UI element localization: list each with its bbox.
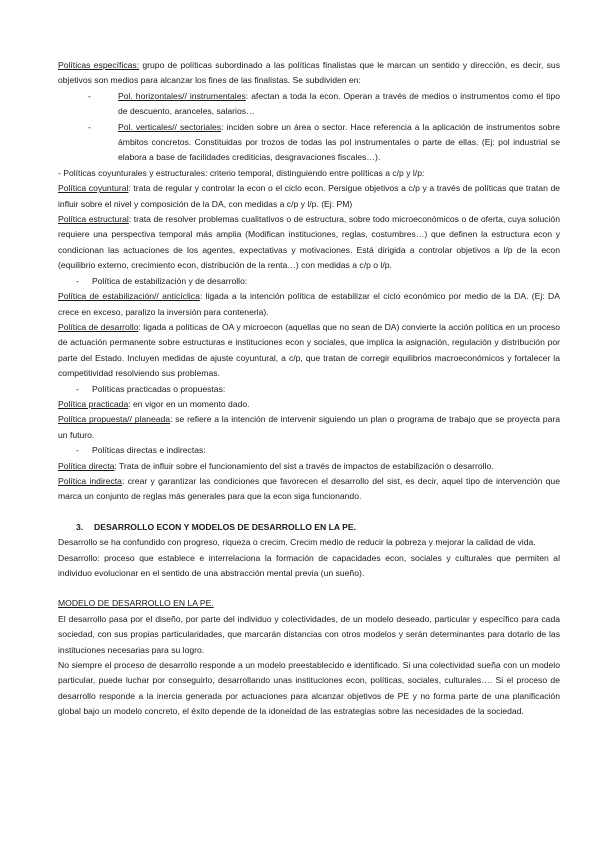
term-politica-estructural: Política estructural <box>58 214 129 225</box>
subsection-heading: MODELO DE DESARROLLO EN LA PE. <box>58 598 214 609</box>
dash-marker: - <box>76 445 79 456</box>
term-politica-indirecta: Política indirecta <box>58 475 122 486</box>
dash-marker: - <box>76 275 79 286</box>
paragraph-desarrollo-modelo: No siempre el proceso de desarrollo responde a un modelo preestablecido e identificado. Si una colectividad sueña con un modelo particular, puede luchar por conseguirlo, desarrollando unas instituciones econ, políticas, sociales, culturales…. Si el proceso de desarrollo responde a la inercia generada por actuaciones para alcanzar objetivos de PE y no forma parte de una planificación global bajo un modelo concreto, el éxito depende de la idoneidad de las estrategias sobre las necesidades de la sociedad. <box>58 660 560 717</box>
paragraph-desarrollo-definicion: Desarrollo: proceso que establece e interrelaciona la formación de capacidades econ, sociales y culturales que permiten al individuo evolucionar en el sentido de una abstracción mental previa (un sueño). <box>58 552 560 578</box>
spacer <box>58 505 560 520</box>
paragraph-desarrollo-progreso: Desarrollo se ha confundido con progreso, riqueza o crecim. Crecim medio de reducir la pobreza y mejorar la calidad de vida. <box>58 537 536 548</box>
paragraph-text: : trata de resolver problemas cualitativos o de estructura, sobre todo microeconómicos o de oferta, cuya solución requiere una perspectiva temporal más amplia (Modifican instituciones, reglas, costumbres…) que definen la estructura econ y condicionan las actuaciones de los agentes, expectativas y motivaciones. Está dirigida a controlar objetivos a l/p de la econ (equilibrio externo, crecimiento econ, distribución de la renta…) con medidas a c/p o l/p. <box>58 214 560 271</box>
bullet-text: : afectan a toda la econ. Operan a través de medios o instrumentos como el tipo de descuento, aranceles, salarios… <box>118 90 560 117</box>
paragraph-text: : crear y garantizar las condiciones que favorecen el desarrollo del sist, es decir, aquel tipo de intervención que marca un conjunto de reglas más generales para que la econ siga funcionando. <box>58 475 560 502</box>
term-pol-horizontales: Pol. horizontales// instrumentales <box>118 90 246 101</box>
paragraph-politica-directa <box>58 459 560 474</box>
paragraph-text: : en vigor en un momento dado. <box>128 398 250 409</box>
term-politica-coyuntural: Política coyuntural <box>58 183 129 194</box>
bullet-pol-horizontales <box>58 89 560 120</box>
paragraph-politica-coyuntural <box>58 181 560 212</box>
term-politica-estabilizacion: Política de estabilización// anticíclica <box>58 291 200 302</box>
paragraph-politica-desarrollo <box>58 320 560 382</box>
paragraph-politicas-especificas <box>58 58 560 89</box>
paragraph-text: : Trata de influir sobre el funcionamiento del sist a través de impactos de estabilización o desarrollo. <box>114 460 494 471</box>
paragraph-politica-practicada <box>58 397 560 412</box>
dash-text: Políticas directas e indirectas: <box>92 445 206 456</box>
paragraph-politica-propuesta <box>58 412 560 443</box>
paragraph-text: grupo de políticas subordinado a las políticas finalistas que le marcan un sentido y dirección, es decir, sus objetivos son medios para alcanzar los fines de las finalistas. Se subdividen en: <box>58 60 560 86</box>
paragraph-politica-indirecta <box>58 474 560 505</box>
term-politica-desarrollo: Política de desarrollo <box>58 321 139 332</box>
paragraph-text: : trata de regular y controlar la econ o el ciclo econ. Persigue objetivos a c/p y a través de políticas que tratan de influir sobre el nivel y composición de la DA, con medidas a c/p y l/p. (Ej: PM) <box>58 183 561 209</box>
bullet-marker: - <box>88 90 91 101</box>
dash-text: Políticas practicadas o propuestas: <box>92 383 226 394</box>
section-title: DESARROLLO ECON Y MODELOS DE DESARROLLO EN LA PE. <box>94 521 356 532</box>
section-heading <box>58 520 560 535</box>
paragraph-coyunturales-estructurales: - Políticas coyunturales y estructurales: criterio temporal, distinguiendo entre políticas a c/p y l/p: <box>58 167 425 178</box>
bullet-pol-verticales <box>58 120 560 166</box>
term-pol-verticales: Pol. verticales// sectoriales <box>118 121 222 132</box>
bullet-text: : inciden sobre un área o sector. Hace referencia a la aplicación de instrumentos sobre ámbitos concretos. Constituidas por trozos de todas las pol instrumentales o parte de ellas. (Ej: pol industrial se elabora a base de facilidades crediticias, desgravaciones fiscales…). <box>118 121 560 163</box>
spacer <box>58 581 560 596</box>
term-politica-directa: Política directa <box>58 460 115 471</box>
bullet-marker: - <box>88 121 91 132</box>
section-number: 3. <box>76 521 84 532</box>
dash-marker: - <box>76 383 79 394</box>
dash-text: Política de estabilización y de desarrollo: <box>92 275 248 286</box>
term-politica-propuesta: Política propuesta// planeada <box>58 414 171 425</box>
term-politicas-especificas: Políticas específicas: <box>58 60 140 70</box>
paragraph-text: : ligada a la intención política de estabilizar el ciclo económico por medio de la DA. (Ej: DA crece en exceso, paralizo la inversión para contenerla). <box>58 291 560 317</box>
term-politica-practicada: Política practicada <box>58 398 129 409</box>
paragraph-text: : ligada a políticas de OA y microecon (aquellas que no sean de DA) convierte la acción política en un proceso de actuación permanente sobre estructuras e instituciones econ y sociales, que implica la asignación, regulación y distribución por parte del Estado. Incluyen medidas de ajuste coyuntural, a c/p, que tratan de corregir equilibrios macroeconómicos y fortalecer la competitividad resolviendo sus problemas. <box>58 321 560 379</box>
paragraph-politica-estabilizacion <box>58 289 560 320</box>
paragraph-politica-estructural <box>58 212 560 274</box>
paragraph-desarrollo-diseno: El desarrollo pasa por el diseño, por parte del individuo y colectividades, de un modelo deseado, particular y específico para cada sociedad, con sus propias particularidades, que marcarán distancias con otros modelos y serán determinantes para dotarlo de las instituciones necesarias para su logro. <box>58 613 560 655</box>
dash-directas-indirectas <box>58 443 560 458</box>
paragraph-text: : se refiere a la intención de intervenir siguiendo un plan o programa de trabajo que se proyecta para un futuro. <box>58 414 560 440</box>
dash-estabilizacion-desarrollo <box>58 274 560 289</box>
dash-practicadas-propuestas <box>58 382 560 397</box>
